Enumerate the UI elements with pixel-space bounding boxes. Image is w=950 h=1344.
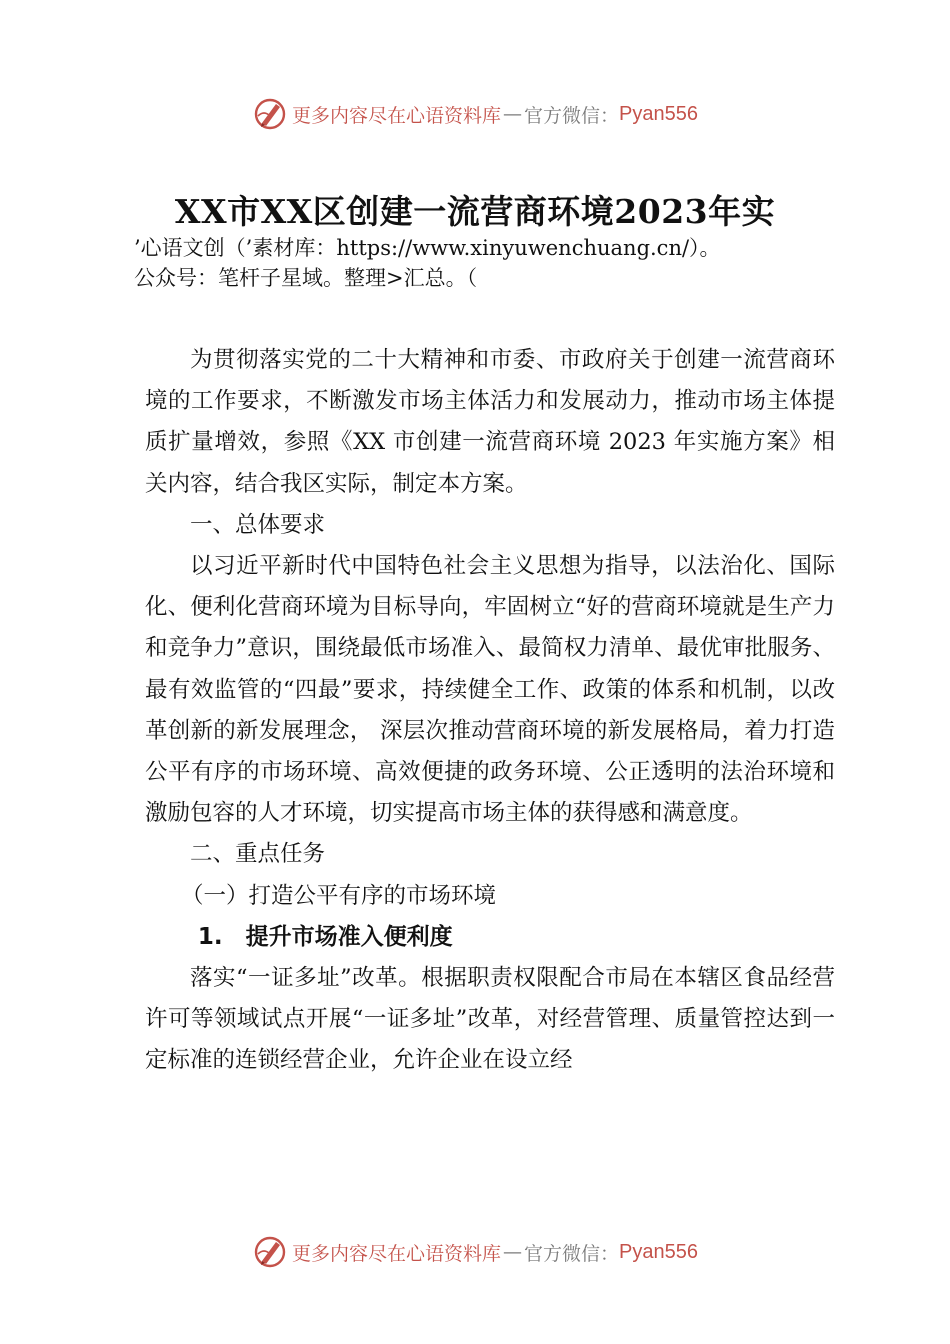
banner-text: 更多内容尽在心语资料库 <box>292 104 502 127</box>
banner-wechat-id: Pyan556 <box>619 1240 698 1263</box>
section-heading-tasks: 二、重点任务 <box>190 841 326 868</box>
intro-paragraph: 为贯彻落实党的二十大精神和市委、市政府关于创建一流营商环境的工作要求，不断激发市场主体活力和发展动力，推动市场主体提质扩量增效，参照《XX 市创建一流营商环境 2023 年实施方案》相关内容，结合我区实际，制定本方案。 <box>145 347 835 497</box>
section-heading-general: 一、总体要求 <box>190 511 326 538</box>
banner-wechat-id: Pyan556 <box>619 102 698 125</box>
pen-logo-icon <box>252 96 288 132</box>
banner-wechat-label: 官方微信： <box>524 1242 620 1265</box>
source-line: ’心语文创（’素材库：https://www.xinyuwenchuang.cn/）。 <box>134 236 721 260</box>
document-title: XX市XX区创建一流营商环境2023年实 <box>174 192 776 231</box>
body-paragraph: 落实“一证多址”改革。根据职责权限配合市局在本辖区食品经营许可等领域试点开展“一证多址”改革，对经营管理、质量管控达到一定标准的连锁经营企业，允许企业在设立经 <box>145 965 835 1074</box>
account-line: 公众号：笔杆子星域。整理>汇总。（ <box>134 266 478 290</box>
header-banner <box>0 92 950 136</box>
banner-separator: — <box>503 103 523 125</box>
banner-wechat-label: 官方微信： <box>524 104 620 127</box>
document-body <box>145 340 835 1082</box>
subsection-heading: （一）打造公平有序的市场环境 <box>181 882 497 909</box>
pen-logo-icon <box>252 1234 288 1270</box>
banner-text: 更多内容尽在心语资料库 <box>292 1242 502 1265</box>
body-paragraph: 以习近平新时代中国特色社会主义思想为指导，以法治化、国际化、便利化营商环境为目标导向，牢固树立“好的营商环境就是生产力和竞争力”意识，围绕最低市场准入、最简权力清单、最优审批服务、最有效监管的“四最”要求，持续健全工作、政策的体系和机制，以改革创新的新发展理念， 深层次推动营商环境的新发展格局，着力打造公平有序的市场环境、高效便捷的政务环境、公正透明的法治环境和激励包容的人才环境，切实提高市场主体的获得感和满意度。 <box>145 553 835 827</box>
footer-banner <box>0 1230 950 1274</box>
item-heading: 1. 提升市场准入便利度 <box>197 923 453 950</box>
banner-separator: — <box>503 1241 523 1263</box>
